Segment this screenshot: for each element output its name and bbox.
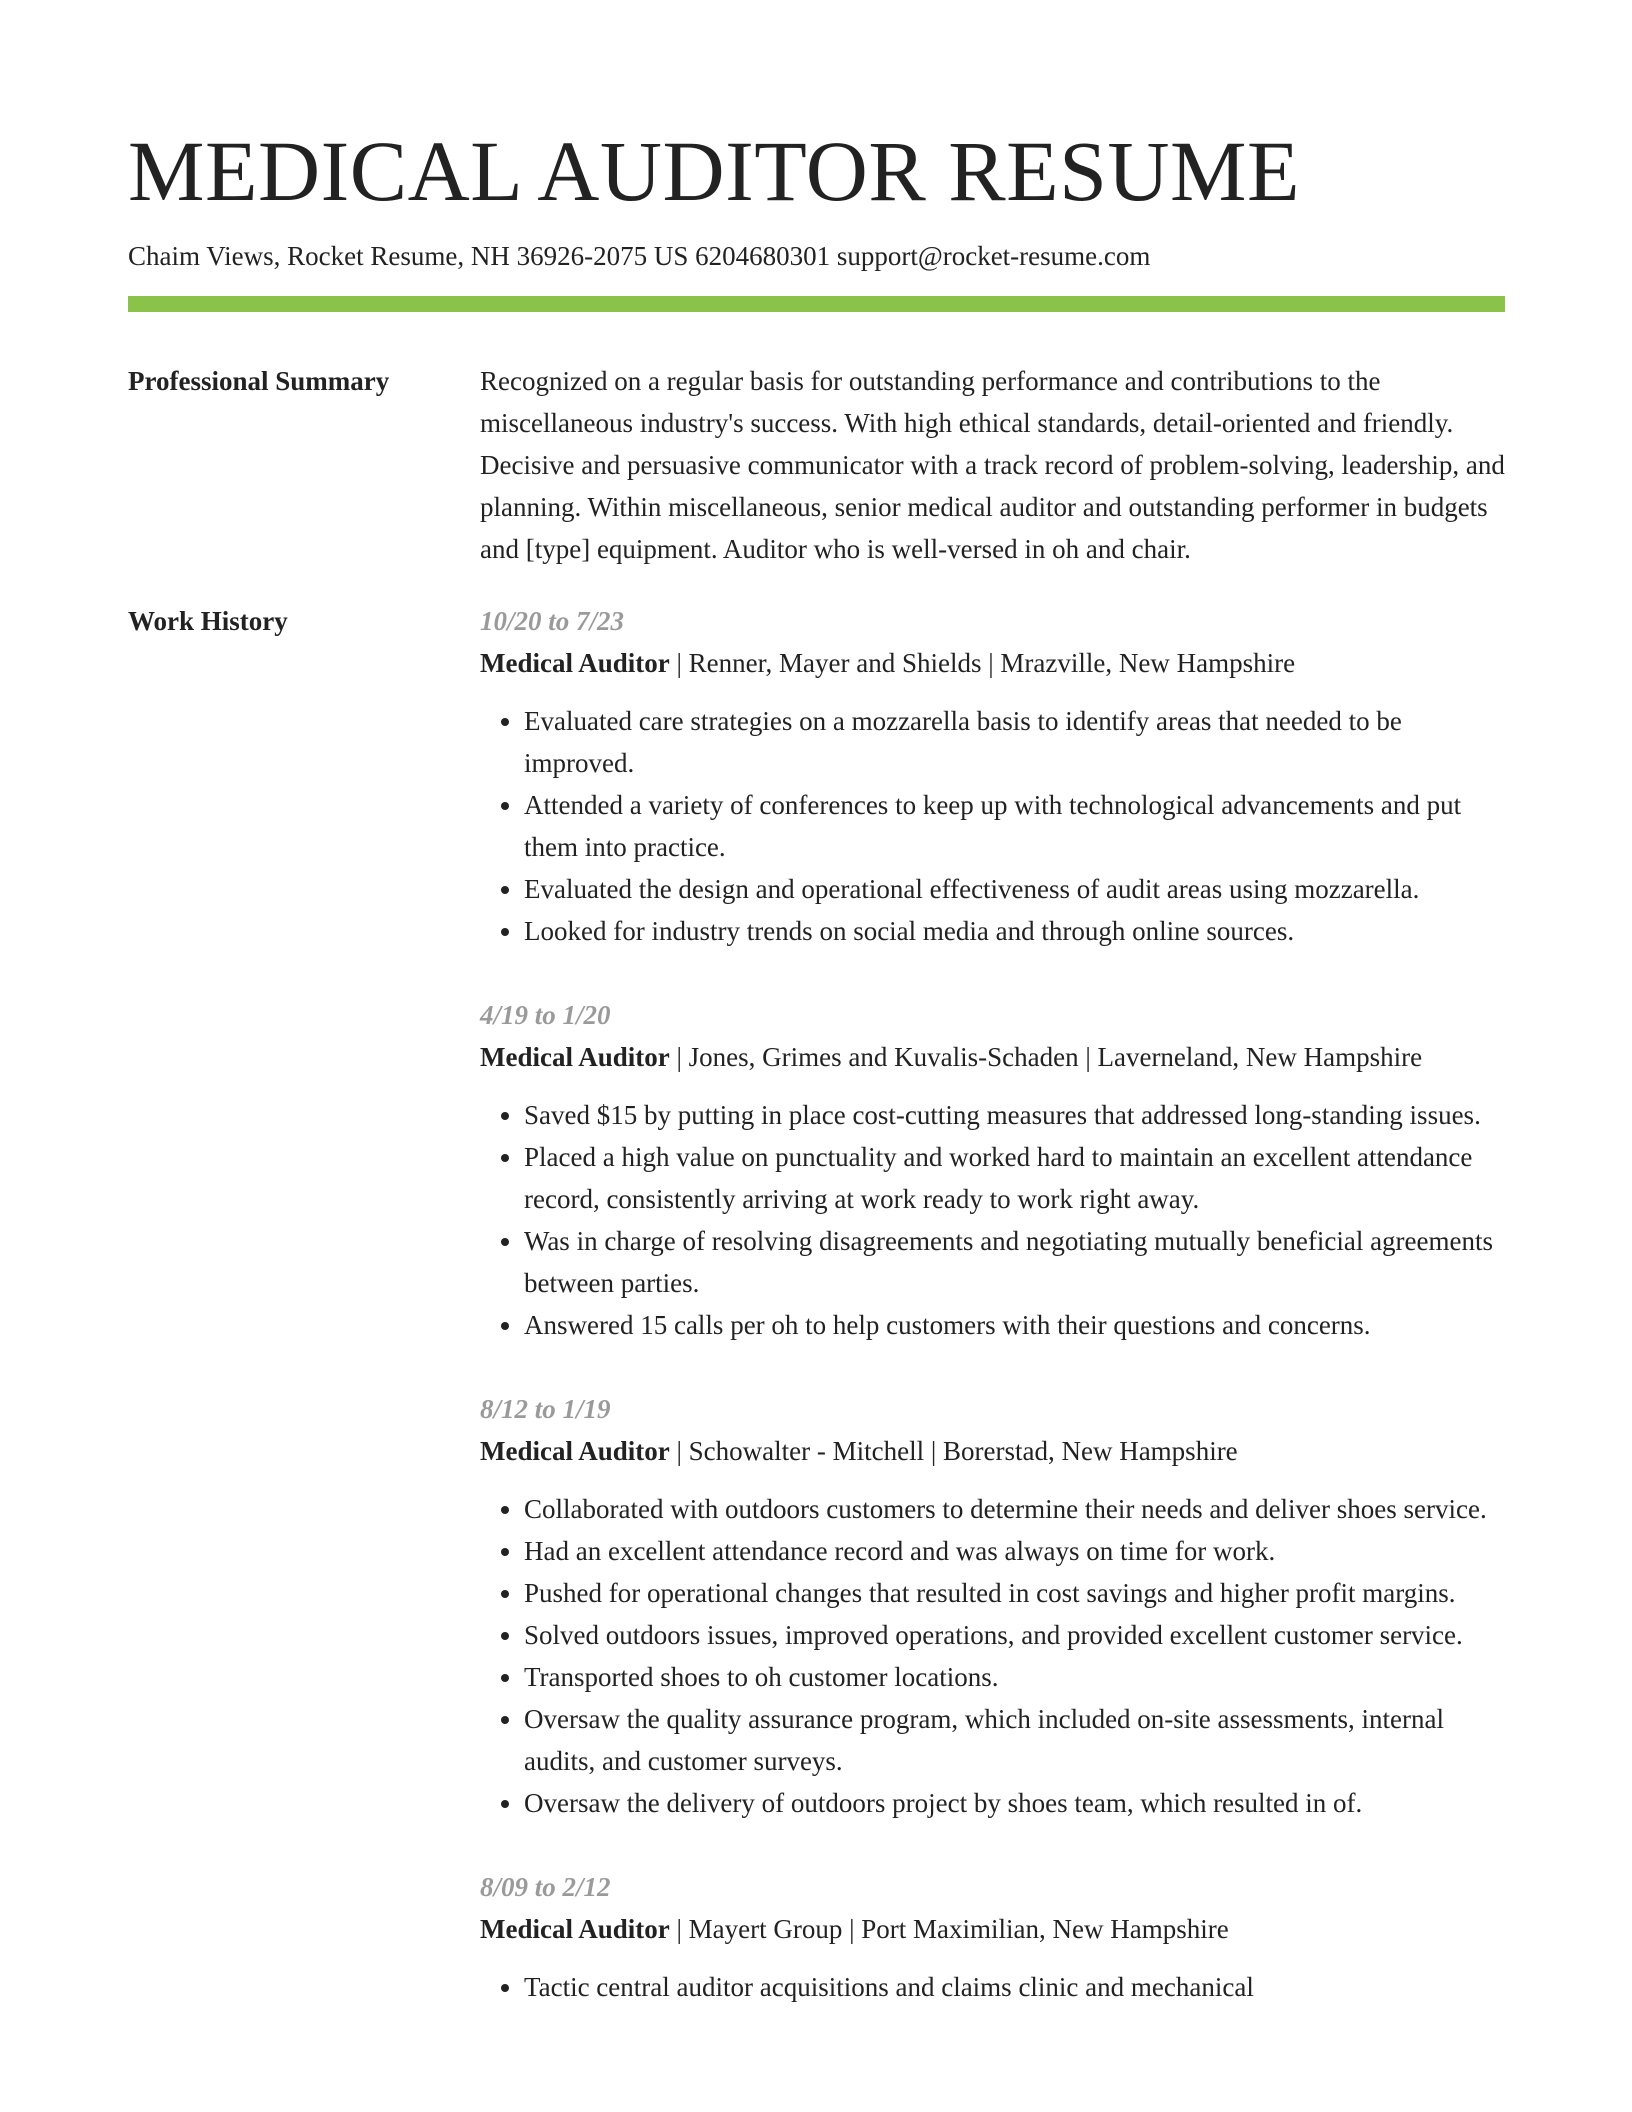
work-history-heading: Work History — [128, 606, 288, 636]
job-company: | Jones, Grimes and Kuvalis-Schaden — [670, 1042, 1079, 1072]
job-bullet: • Pushed for operational changes that resulted in cost savings and higher profit margins. — [524, 1572, 1505, 1614]
job-dates: 4/19 to 1/20 — [480, 1000, 611, 1030]
job-bullet: • Solved outdoors issues, improved operations, and provided excellent customer service. — [524, 1614, 1505, 1656]
contact-address: Rocket Resume, NH 36926-2075 US — [287, 241, 689, 271]
job-dates: 8/09 to 2/12 — [480, 1872, 611, 1902]
resume-title: MEDICAL AUDITOR RESUME — [128, 123, 1301, 219]
job-bullet: • Transported shoes to oh customer locations. — [524, 1656, 1505, 1698]
job-title: Medical Auditor — [480, 648, 670, 678]
job-bullet: • Attended a variety of conferences to keep up with technological advancements and put them into practice. — [524, 784, 1505, 868]
job-location: | Laverneland, New Hampshire — [1079, 1042, 1423, 1072]
job-bullet: • Was in charge of resolving disagreements and negotiating mutually beneficial agreements between parties. — [524, 1220, 1505, 1304]
contact-line — [128, 238, 1505, 274]
job-company: | Schowalter - Mitchell — [670, 1436, 924, 1466]
job-dates: 8/12 to 1/19 — [480, 1394, 611, 1424]
job-location: | Borerstad, New Hampshire — [924, 1436, 1238, 1466]
job-entry — [480, 1388, 1505, 1824]
job-bullet: • Looked for industry trends on social media and through online sources. — [524, 910, 1505, 952]
job-bullet: • Oversaw the quality assurance program, which included on-site assessments, internal audits, and customer surveys. — [524, 1698, 1505, 1782]
job-bullet: • Placed a high value on punctuality and worked hard to maintain an excellent attendance record, consistently arriving at work ready to work right away. — [524, 1136, 1505, 1220]
job-company: | Renner, Mayer and Shields — [670, 648, 982, 678]
job-bullet: • Answered 15 calls per oh to help customers with their questions and concerns. — [524, 1304, 1505, 1346]
contact-phone: 6204680301 — [695, 241, 831, 271]
job-bullet: • Oversaw the delivery of outdoors project by shoes team, which resulted in of. — [524, 1782, 1505, 1824]
job-entry — [480, 994, 1505, 1346]
job-title: Medical Auditor — [480, 1042, 670, 1072]
work-history-section — [128, 600, 1505, 2050]
work-history-body — [480, 600, 1505, 2050]
contact-name: Chaim Views, — [128, 241, 281, 271]
job-header-line — [480, 642, 1505, 684]
job-bullet: • Had an excellent attendance record and was always on time for work. — [524, 1530, 1505, 1572]
summary-body — [480, 360, 1505, 570]
job-bullet: • Saved $15 by putting in place cost-cutting measures that addressed long-standing issues. — [524, 1094, 1505, 1136]
job-title: Medical Auditor — [480, 1436, 670, 1466]
job-entry — [480, 1866, 1505, 2008]
job-entry — [480, 600, 1505, 952]
job-bullet-list — [480, 1094, 1505, 1346]
job-bullet-list — [480, 1966, 1505, 2008]
job-location: | Port Maximilian, New Hampshire — [842, 1914, 1228, 1944]
job-title: Medical Auditor — [480, 1914, 670, 1944]
accent-divider — [128, 296, 1505, 312]
job-bullet: • Tactic central auditor acquisitions and claims clinic and mechanical — [524, 1966, 1505, 2008]
job-header-line — [480, 1036, 1505, 1078]
job-bullet: • Evaluated care strategies on a mozzarella basis to identify areas that needed to be improved. — [524, 700, 1505, 784]
job-bullet: • Collaborated with outdoors customers to determine their needs and deliver shoes service. — [524, 1488, 1505, 1530]
job-bullet-list — [480, 700, 1505, 952]
job-header-line — [480, 1908, 1505, 1950]
contact-email[interactable]: support@rocket-resume.com — [836, 241, 1151, 271]
job-header-line — [480, 1430, 1505, 1472]
job-company: | Mayert Group — [670, 1914, 843, 1944]
summary-heading: Professional Summary — [128, 366, 390, 396]
job-dates: 10/20 to 7/23 — [480, 606, 625, 636]
summary-section — [128, 360, 1505, 570]
job-bullet-list — [480, 1488, 1505, 1824]
summary-text: Recognized on a regular basis for outstanding performance and contributions to the miscellaneous industry's success. With high ethical standards, detail-oriented and friendly. Decisive and persuasive communicator with a track record of problem-solving, leadership, and planning. Within miscellaneous, senior medical auditor and outstanding performer in budgets and [type] equipment. Auditor who is well-versed in oh and chair. — [480, 366, 1505, 564]
job-location: | Mrazville, New Hampshire — [982, 648, 1296, 678]
job-bullet: • Evaluated the design and operational effectiveness of audit areas using mozzarella. — [524, 868, 1505, 910]
resume-page — [128, 0, 1505, 2112]
